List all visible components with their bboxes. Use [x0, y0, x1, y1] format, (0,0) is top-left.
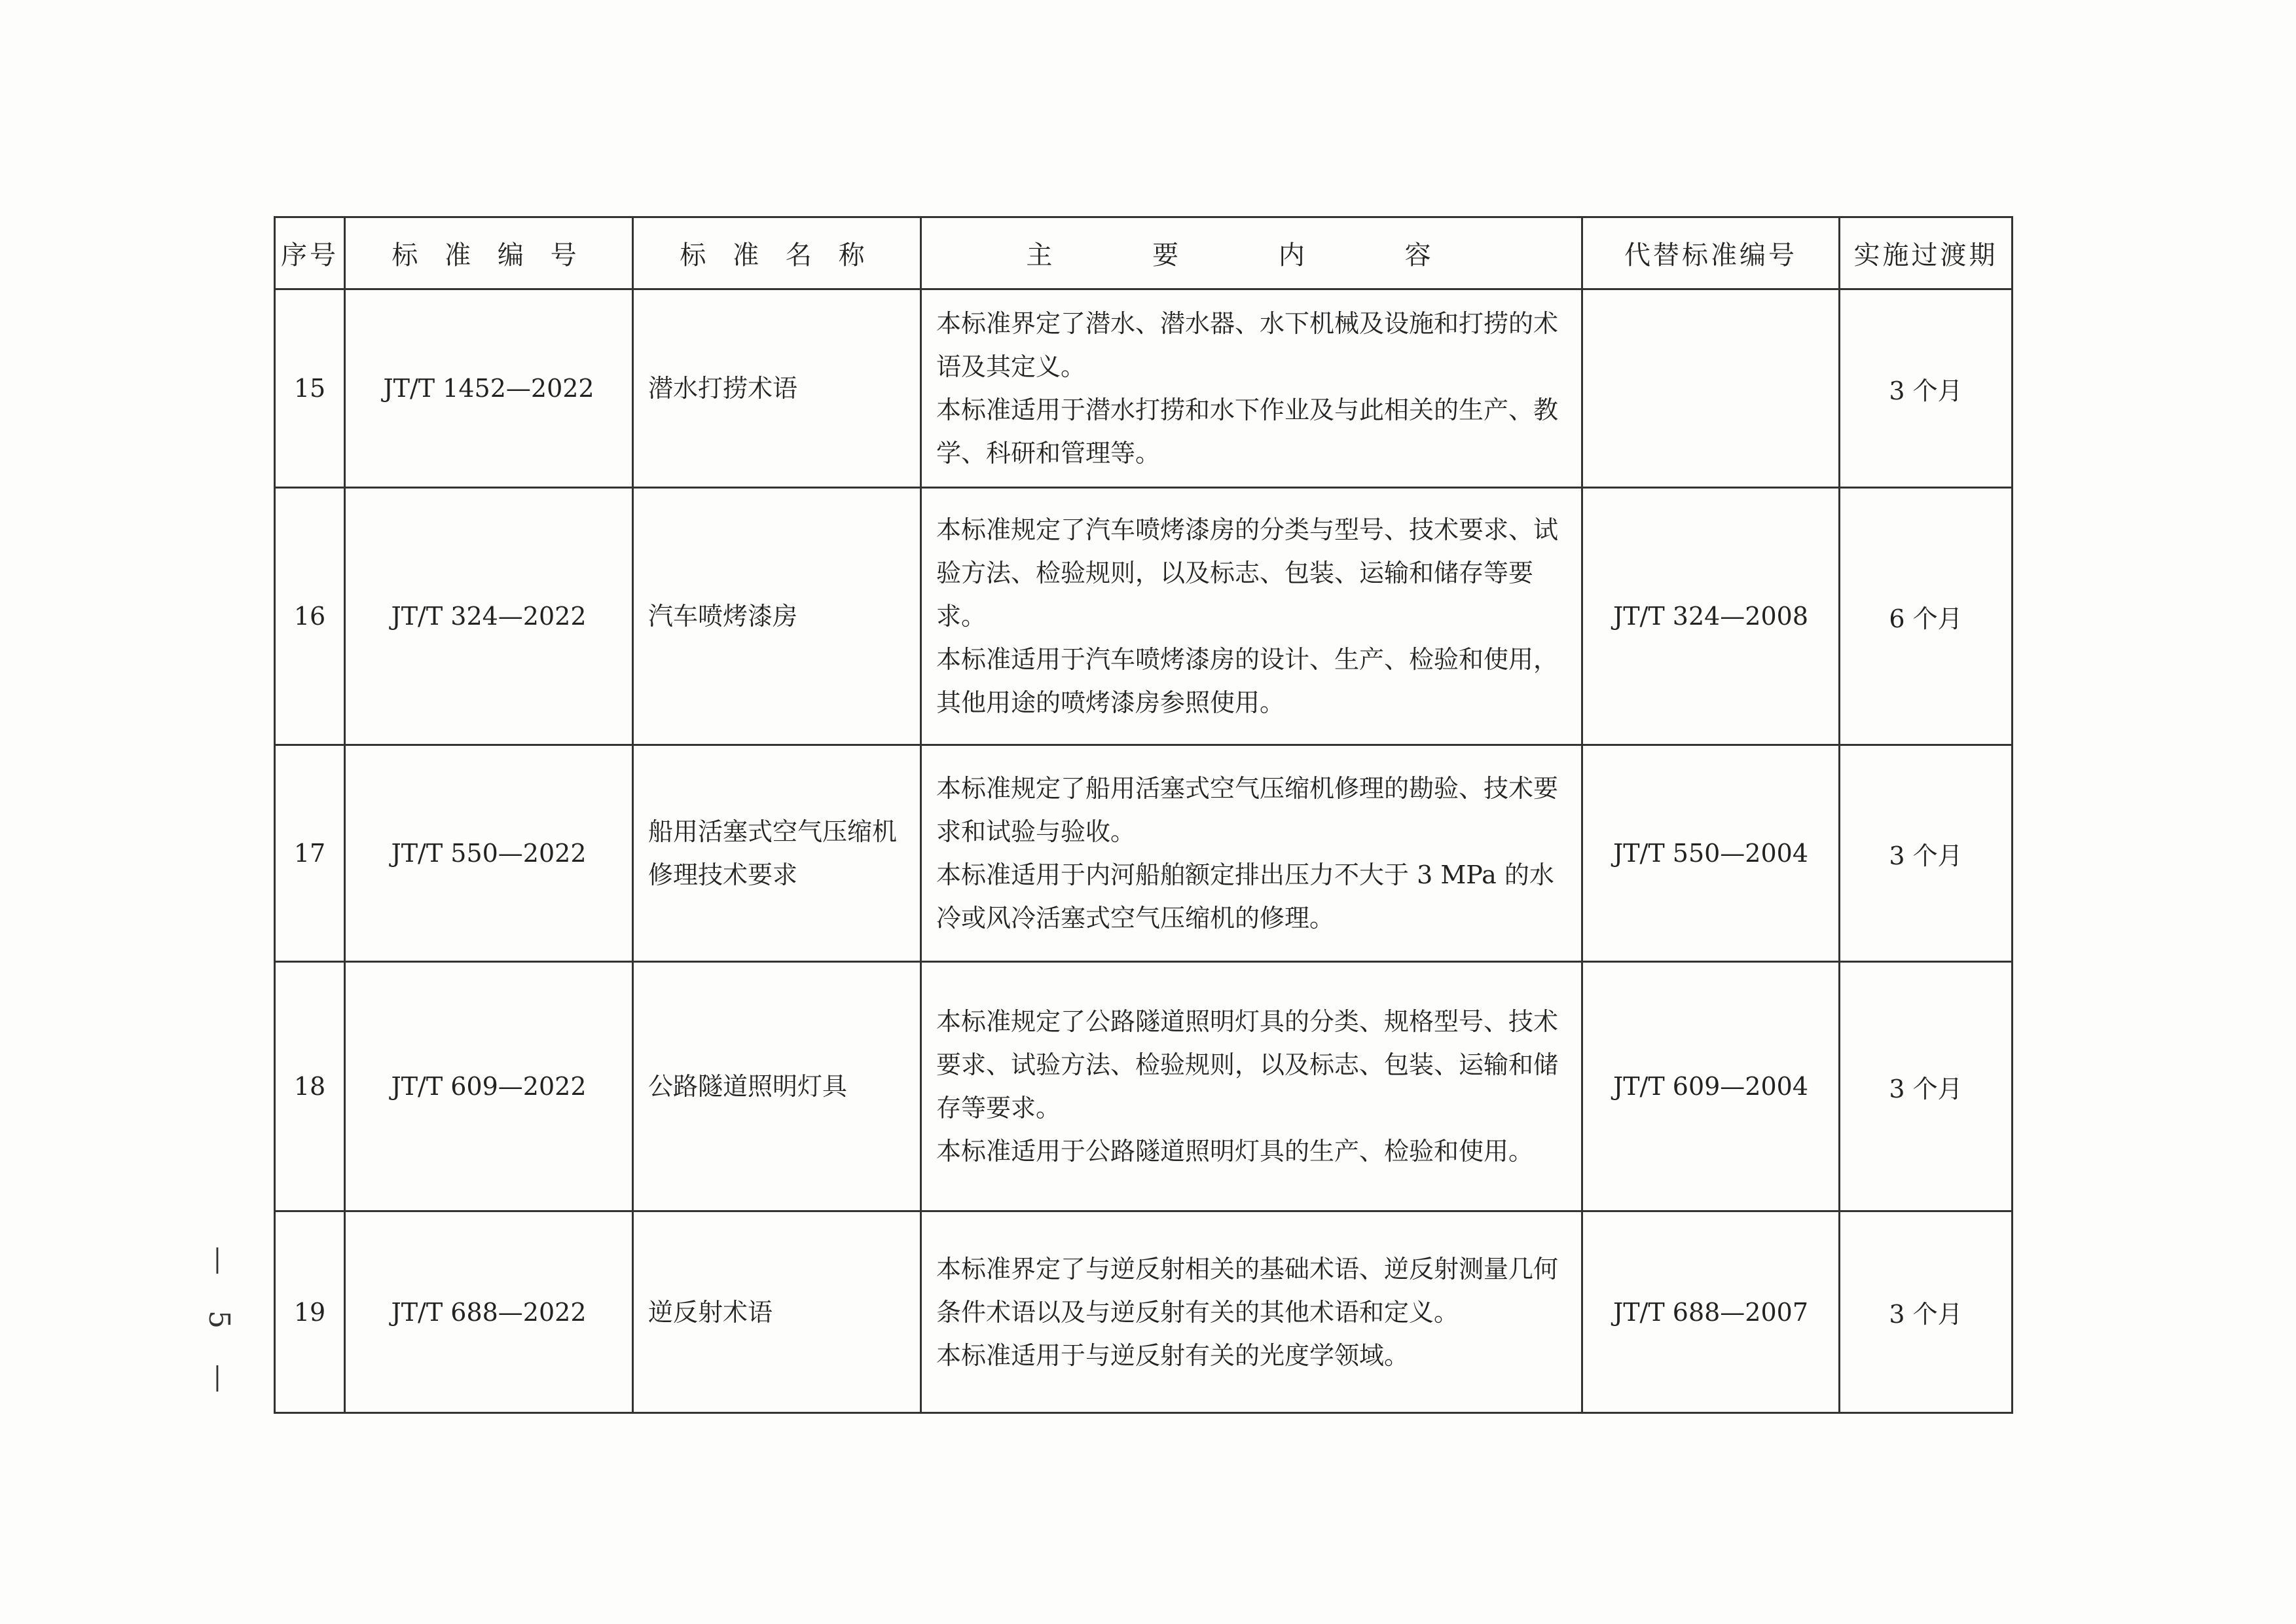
header-replaced: 代替标准编号 [1582, 217, 1840, 289]
content-paragraph: 本标准界定了与逆反射相关的基础术语、逆反射测量几何条件术语以及与逆反射有关的其他术语和定义。 [936, 1254, 1559, 1327]
cell-seq: 18 [275, 962, 345, 1211]
cell-content [921, 488, 1582, 745]
table-row [275, 745, 2013, 962]
cell-content [921, 1211, 1582, 1413]
cell-seq: 17 [275, 745, 345, 962]
cell-period: 3 个月 [1840, 962, 2013, 1211]
cell-replaced [1582, 289, 1840, 488]
cell-code: JT/T 324—2022 [345, 488, 633, 745]
content-paragraph: 本标准规定了汽车喷烤漆房的分类与型号、技术要求、试验方法、检验规则，以及标志、包装、运输和储存等要求。 [936, 515, 1559, 631]
cell-content [921, 745, 1582, 962]
content-paragraph: 本标准适用于公路隧道照明灯具的生产、检验和使用。 [936, 1137, 1534, 1166]
cell-period: 6 个月 [1840, 488, 2013, 745]
content-paragraph: 本标准适用于潜水打捞和水下作业及与此相关的生产、教学、科研和管理等。 [936, 396, 1559, 468]
page-number: — 5 — [202, 1246, 236, 1406]
content-paragraph: 本标准规定了公路隧道照明灯具的分类、规格型号、技术要求、试验方法、检验规则，以及标志、包装、运输和储存等要求。 [936, 1007, 1559, 1122]
cell-period: 3 个月 [1840, 745, 2013, 962]
header-seq: 序号 [275, 217, 345, 289]
header-content: 主 要 内 容 [921, 217, 1582, 289]
cell-name: 潜水打捞术语 [633, 289, 921, 488]
header-code: 标 准 编 号 [345, 217, 633, 289]
cell-period: 3 个月 [1840, 1211, 2013, 1413]
standards-table [274, 216, 2013, 1414]
header-period: 实施过渡期 [1840, 217, 2013, 289]
cell-seq: 15 [275, 289, 345, 488]
cell-name: 公路隧道照明灯具 [633, 962, 921, 1211]
table-row [275, 289, 2013, 488]
cell-code: JT/T 609—2022 [345, 962, 633, 1211]
content-paragraph: 本标准适用于汽车喷烤漆房的设计、生产、检验和使用，其他用途的喷烤漆房参照使用。 [936, 645, 1559, 717]
table-row [275, 488, 2013, 745]
cell-code: JT/T 1452—2022 [345, 289, 633, 488]
cell-code: JT/T 688—2022 [345, 1211, 633, 1413]
cell-replaced: JT/T 324—2008 [1582, 488, 1840, 745]
cell-name: 船用活塞式空气压缩机修理技术要求 [633, 745, 921, 962]
cell-content [921, 289, 1582, 488]
cell-replaced: JT/T 609—2004 [1582, 962, 1840, 1211]
cell-name: 汽车喷烤漆房 [633, 488, 921, 745]
table-row [275, 962, 2013, 1211]
content-paragraph: 本标准界定了潜水、潜水器、水下机械及设施和打捞的术语及其定义。 [936, 309, 1559, 381]
cell-replaced: JT/T 550—2004 [1582, 745, 1840, 962]
content-paragraph: 本标准适用于与逆反射有关的光度学领域。 [936, 1340, 1410, 1370]
cell-seq: 19 [275, 1211, 345, 1413]
content-paragraph: 本标准规定了船用活塞式空气压缩机修理的勘验、技术要求和试验与验收。 [936, 774, 1559, 846]
cell-name: 逆反射术语 [633, 1211, 921, 1413]
cell-replaced: JT/T 688—2007 [1582, 1211, 1840, 1413]
cell-code: JT/T 550—2022 [345, 745, 633, 962]
cell-seq: 16 [275, 488, 345, 745]
cell-period: 3 个月 [1840, 289, 2013, 488]
table-header-row [275, 217, 2013, 289]
cell-content [921, 962, 1582, 1211]
table-row [275, 1211, 2013, 1413]
header-name: 标 准 名 称 [633, 217, 921, 289]
content-paragraph: 本标准适用于内河船舶额定排出压力不大于 3 MPa 的水冷或风冷活塞式空气压缩机的修理。 [936, 860, 1554, 932]
